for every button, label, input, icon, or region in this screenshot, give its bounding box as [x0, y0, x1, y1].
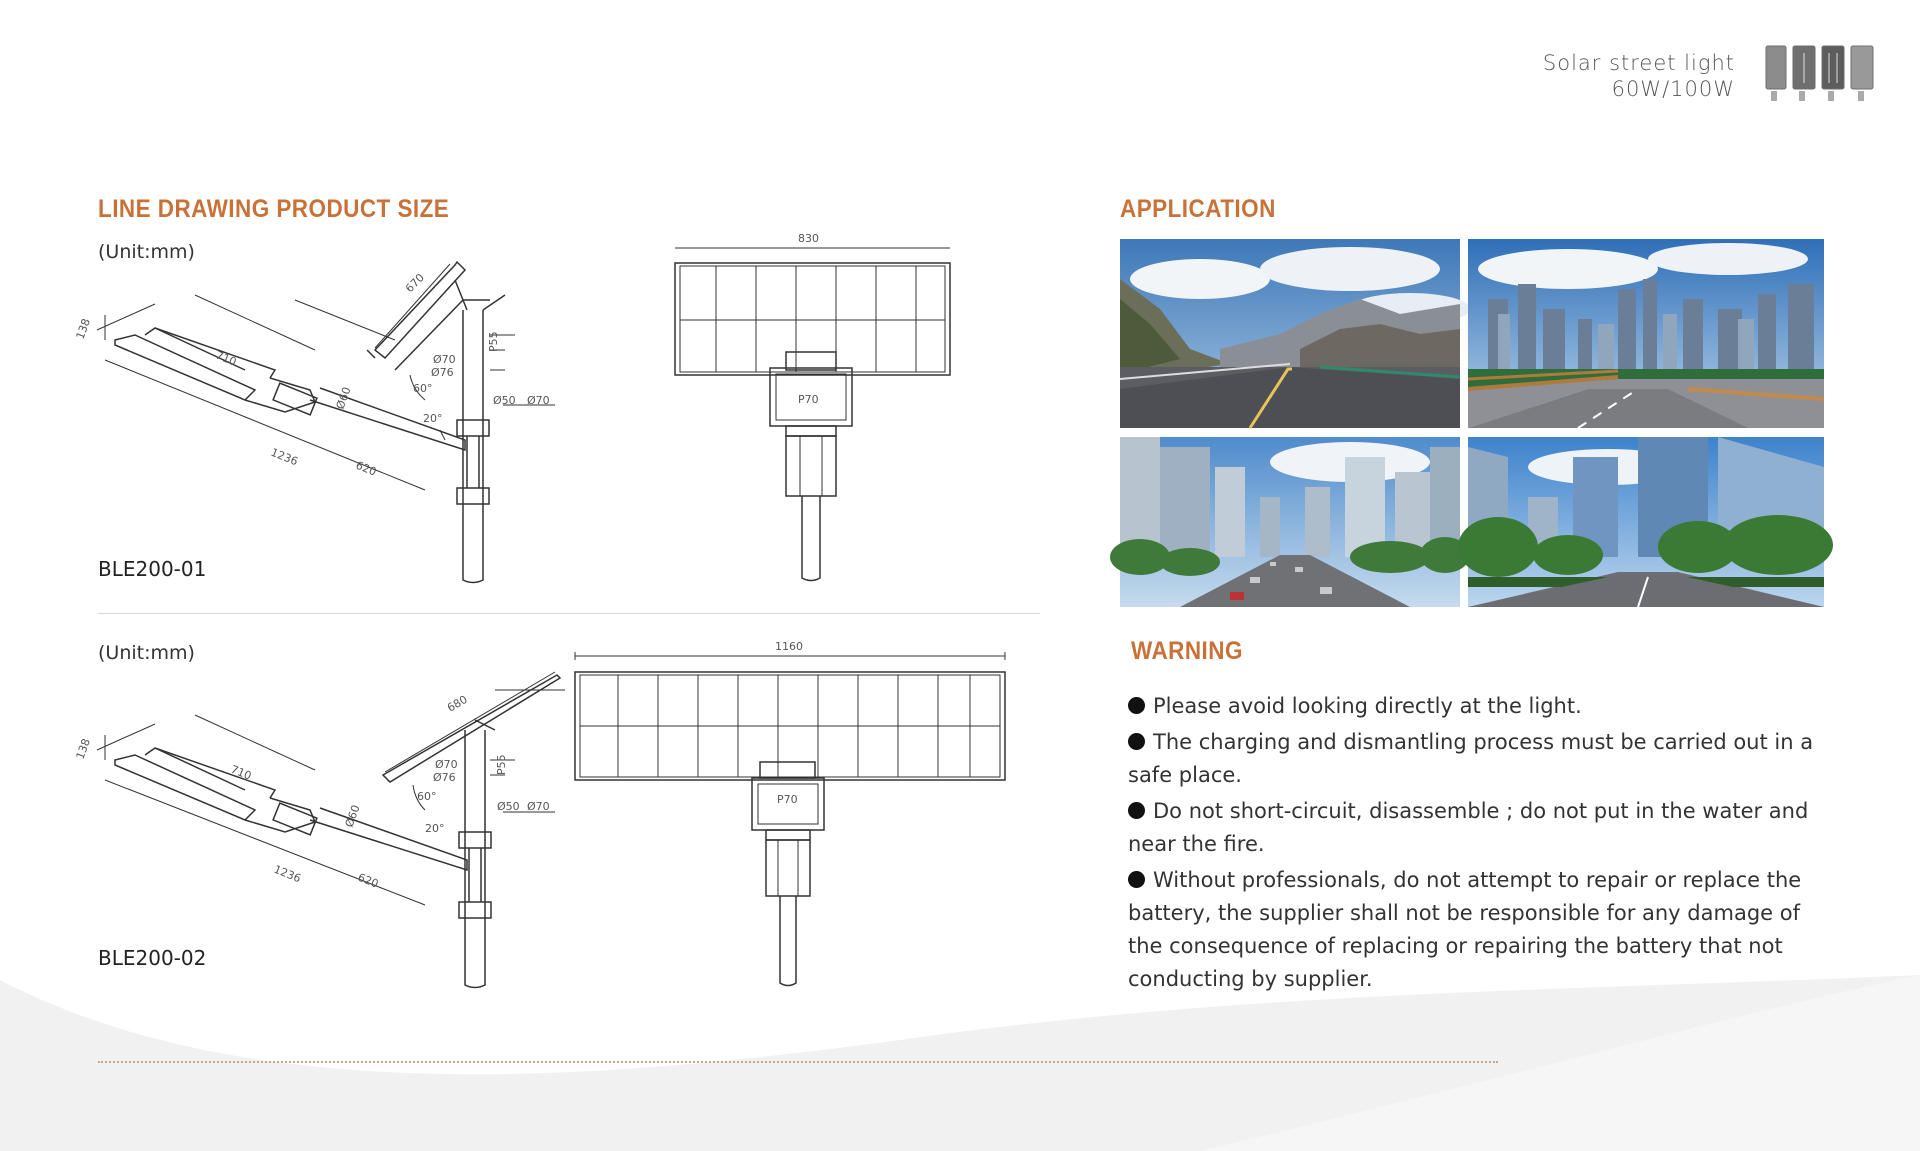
model-name-2: BLE200-02	[98, 946, 207, 970]
footer-dotted-line	[98, 1061, 1498, 1063]
dim-mount-dia-b: Ø50	[497, 800, 520, 813]
warning-title: WARNING	[1131, 637, 1243, 665]
dim-mount-dia: Ø50	[493, 394, 516, 407]
dim-angle2: 20°	[423, 412, 443, 425]
brand-subtitle: 60W/100W	[1611, 77, 1735, 101]
street-light-icons	[1765, 45, 1880, 105]
dim-panel-width-1: 830	[798, 232, 819, 245]
warning-item: Please avoid looking directly at the light.	[1128, 690, 1828, 723]
dim-box-1: P70	[798, 393, 819, 406]
mountain-road-photo	[1120, 239, 1460, 428]
dim-710: 710	[213, 348, 239, 369]
dim-pole-dia: Ø70	[527, 394, 550, 407]
office-street-photo	[1468, 437, 1824, 607]
dim-thick: 138	[73, 316, 94, 342]
dim-670: 670	[402, 271, 427, 296]
dim-angle2-b: 20°	[425, 822, 445, 835]
dim-angle1: 60°	[413, 382, 433, 395]
bullet-icon	[1128, 697, 1145, 714]
street-light-icon	[1851, 46, 1873, 89]
dim-thick-b: 138	[73, 736, 94, 762]
dim-box-2: P70	[777, 793, 798, 806]
dim-height: P55	[487, 331, 500, 352]
street-light-icon	[1766, 46, 1786, 89]
side-view-drawing-2	[73, 660, 575, 1000]
dim-620: 620	[353, 458, 379, 479]
line-drawing-title: LINE DRAWING PRODUCT SIZE	[98, 195, 450, 223]
dim-620-b: 620	[355, 870, 381, 891]
dim-pole-mid: Ø76	[431, 366, 454, 379]
dim-710-b: 710	[228, 762, 254, 783]
application-title: APPLICATION	[1120, 195, 1276, 223]
dim-angle1-b: 60°	[417, 790, 437, 803]
bullet-icon	[1128, 871, 1145, 888]
bullet-icon	[1128, 733, 1145, 750]
dim-pole-top-b: Ø70	[435, 758, 458, 771]
warning-list	[1128, 690, 1828, 999]
dim-panel-width-2: 1160	[775, 640, 803, 653]
brand-title: Solar street light	[1542, 51, 1735, 75]
bullet-icon	[1128, 802, 1145, 819]
side-view-drawing-1	[73, 240, 575, 590]
dim-pole-dia-b: Ø70	[527, 800, 550, 813]
warning-item: Without professionals, do not attempt to repair or replace the battery, the supplier shall not be responsible for any damage of the consequence of replacing or repairing the battery that not conducting by supplier.	[1128, 868, 1802, 991]
warning-item: Do not short-circuit, disassemble ; do not put in the water and near the fire.	[1128, 799, 1809, 856]
unit-label-2: (Unit:mm)	[98, 642, 195, 664]
city-bridge-road-photo	[1468, 239, 1824, 428]
dim-pole-mid-b: Ø76	[433, 771, 456, 784]
street-light-icon	[1822, 46, 1844, 89]
dim-680: 680	[445, 692, 470, 715]
warning-item: The charging and dismantling process must be carried out in a safe place.	[1128, 730, 1814, 787]
dim-1236: 1236	[268, 445, 300, 469]
model-name-1: BLE200-01	[98, 557, 207, 581]
dim-height-b: P55	[495, 754, 508, 775]
brand-block	[1543, 50, 1735, 102]
dim-pole-top: Ø70	[433, 353, 456, 366]
dim-arm-dia-b: Ø60	[342, 803, 363, 830]
dim-1236-b: 1236	[271, 862, 303, 886]
front-view-drawing-1	[670, 228, 955, 588]
city-highway-photo	[1120, 437, 1460, 607]
front-view-drawing-2	[570, 638, 1010, 993]
section-divider	[98, 613, 1040, 614]
unit-label-1: (Unit:mm)	[98, 241, 195, 263]
dim-arm-dia: Ø60	[333, 385, 354, 412]
